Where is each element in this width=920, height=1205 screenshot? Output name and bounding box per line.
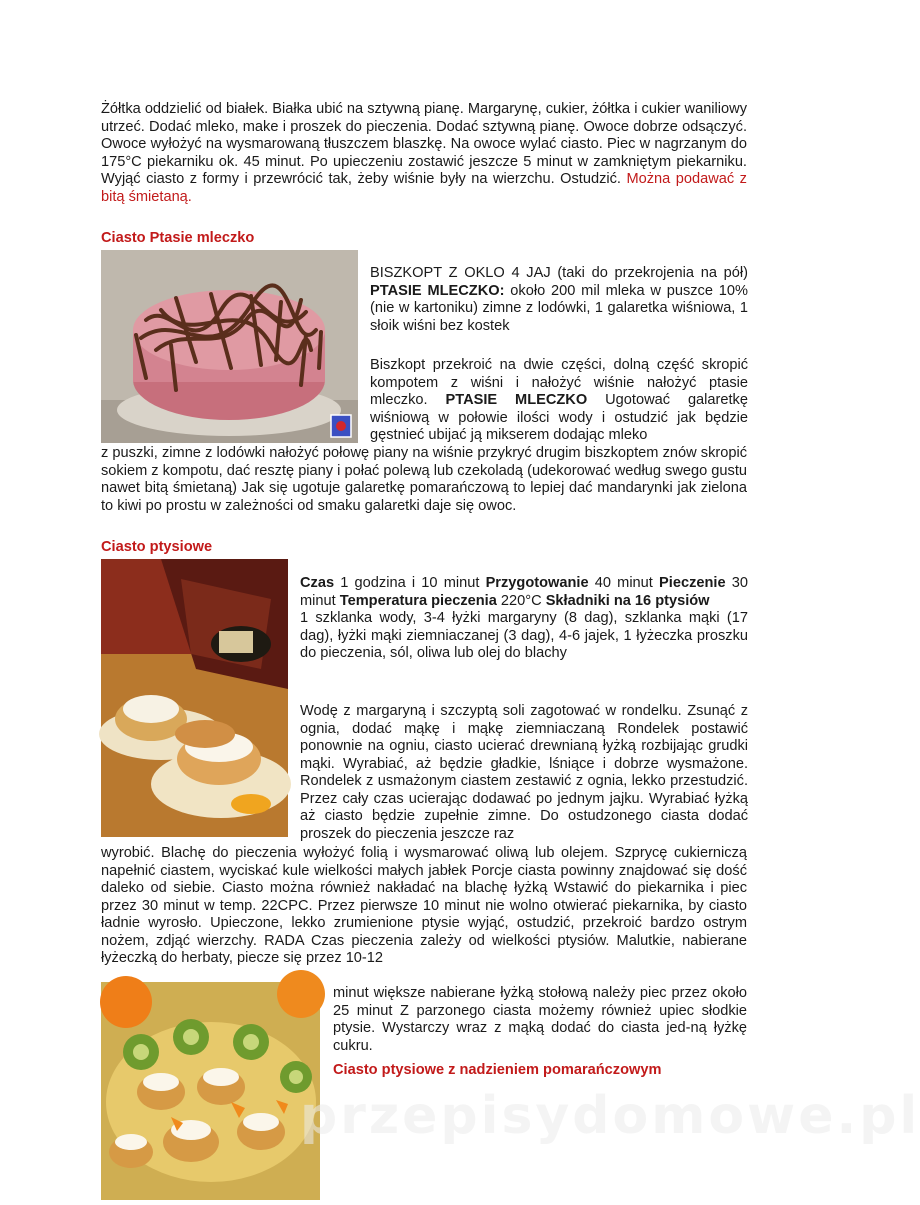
bake-value: 30 minut (300, 575, 748, 609)
cake-illustration (101, 250, 358, 443)
temperature-value: 220°C (500, 592, 542, 609)
orange-puffs-photo (101, 982, 320, 1200)
pomaranczowe-heading: Ciasto ptysiowe z nadzieniem pomarańczowym (333, 1062, 662, 1078)
serving-note: Można podawać z bitą śmietaną. (101, 171, 747, 205)
ptasie-mleczko-heading: Ciasto Ptasie mleczko (101, 230, 255, 246)
ptasie-method-label: PTASIE MLECZKO (445, 392, 588, 408)
ptysiowe-ingredients: 1 szklanka wody, 3-4 łyżki margaryny (8 dag), szklanka mąki (17 dag), łyżki mąki ziemniaczanej (3 dag), 4-6 jajek, 1 łyżeczka proszku do pieczenia, sól, oliwa lub olej do blachy (300, 610, 748, 661)
ptysiowe-method-full: wyrobić. Blachę do pieczenia wyłożyć folią i wysmarować oliwą lub olejem. Szprycę cukierniczą napełnić ciastem, wyciskać kule wielkości małych jabłek Porcje ciasta powinny znajdować się dość daleko od siebie. Ciasto można również nakładać na blachę łyżką Wstawić do piekarnika i piec przez 30 minut w temp. 22CPC. Przez pierwsze 10 minut nie wolno otwierać piekarnika, by ciasto ładnie wyrosło. Upieczone, lekko zrumienione ptysie wyjąć, ostudzić, przekroić bardzo ostrym nożem, zdjąć wierzchy. RADA Czas pieczenia zależy od wielkości ptysiów. Malutkie, nabierane łyżeczką do herbaty, piecze się przez 10-12 (101, 845, 747, 966)
ptasie-method-narrow: Biszkopt przekroić na dwie części, dolną część skropić kompotem z wiśni i nałożyć wiśnie nałożyć ptasie mleczko. PTASIE MLECZKO Ugotować galaretkę wiśniową w połowie ilości wody i ostudzić jak będzie gęstnieć ubijać ją mikserem dodając mleko (370, 357, 748, 443)
ptysiowe-cream-puffs-photo (101, 559, 288, 837)
orange-puffs-illustration (101, 982, 320, 1200)
intro-paragraph (101, 101, 747, 206)
ingredients-label: Składniki na 16 ptysiów (545, 592, 710, 609)
time-value: 1 godzina i 10 minut (340, 575, 480, 591)
intro-text: Żółtka oddzielić od białek. Białka ubić na sztywną pianę. Margarynę, cukier, żółtka i cukier waniliowy utrzeć. Dodać mleko, make i proszek do pieczenia. Dodać sztywną pianę. Owoce dobrze odsączyć. Owoce wyłożyć na wysmarowaną tłuszczem blaszkę. Na owoce wylać ciasto. Piec w nagrzanym do 175°C piekarniku ok. 45 minut. Po upieczeniu zostawić jeszcze 5 minut w zamkniętym piekarniku. Wyjąć ciasto z formy i przewrócić tak, żeby wiśnie były na wierzchu. Ostudzić. (101, 101, 747, 187)
ptysiowe-method-end: minut większe nabierane łyżką stołową należy piec przez około 25 minut Z parzonego ciasta możemy również upiec słodkie ptysie. Wystarczy wraz z mąką dodać do ciasta jed-ną łyżkę cukru. (333, 985, 747, 1054)
ptasie-ingredients-label: PTASIE MLECZKO: (370, 282, 505, 299)
ptysiowe-heading: Ciasto ptysiowe (101, 539, 213, 555)
bake-label: Pieczenie (659, 575, 726, 591)
time-label: Czas (300, 575, 335, 591)
ptasie-method-full: z puszki, zimne z lodówki nałożyć połowę piany na wiśnie przykryć drugim biszkoptem znów skropić sokiem z kompotu, dać resztę piany i połać polewą lub czekoladą (udekorować według swego gustu nawet bitą śmietaną) Jak się ugotuje galaretkę pomarańczową to lepiej dać mandarynki jak zielona to kiwi po prostu w zależności od smaku galaretki daje się owoc. (101, 445, 747, 514)
prep-value: 40 minut (594, 575, 653, 591)
ptysiowe-meta (300, 575, 748, 663)
cream-puffs-illustration (101, 559, 288, 837)
temperature-label: Temperatura pieczenia (339, 592, 497, 609)
prep-label: Przygotowanie (485, 575, 589, 591)
ptasie-ingredients: BISZKOPT Z OKLO 4 JAJ (taki do przekrojenia na pół) PTASIE MLECZKO: około 200 mil mleka w puszce 10% (nie w kartoniku) zimne z lodówki, 1 galaretka wiśniowa, 1 słoik wiśni bez kostek (370, 265, 749, 334)
site-watermark: przepisydomowe.pl (300, 1086, 920, 1146)
ptasie-mleczko-cake-photo (101, 250, 358, 443)
ptysiowe-method-narrow: Wodę z margaryną i szczyptą soli zagotować w rondelku. Zsunąć z ognia, dodać mąkę i mąkę ziemniaczaną Rondelek postawić ponownie na ogniu, ciasto ucierać drewnianą łyżką rozbijając grudki mąki. Wyrabiać, aż będzie gładkie, lśniące i dobrze wysmażone. Rondelek z usmażonym ciastem zestawić z ognia, lekko przestudzić. Przez cały czas ucierając dodawać po jednym jajku. Wyrabiać łyżką aż ciasto będzie zupełnie zimne. Do ostudzonego ciasta dodać proszek do pieczenia jeszcze raz (300, 703, 748, 842)
